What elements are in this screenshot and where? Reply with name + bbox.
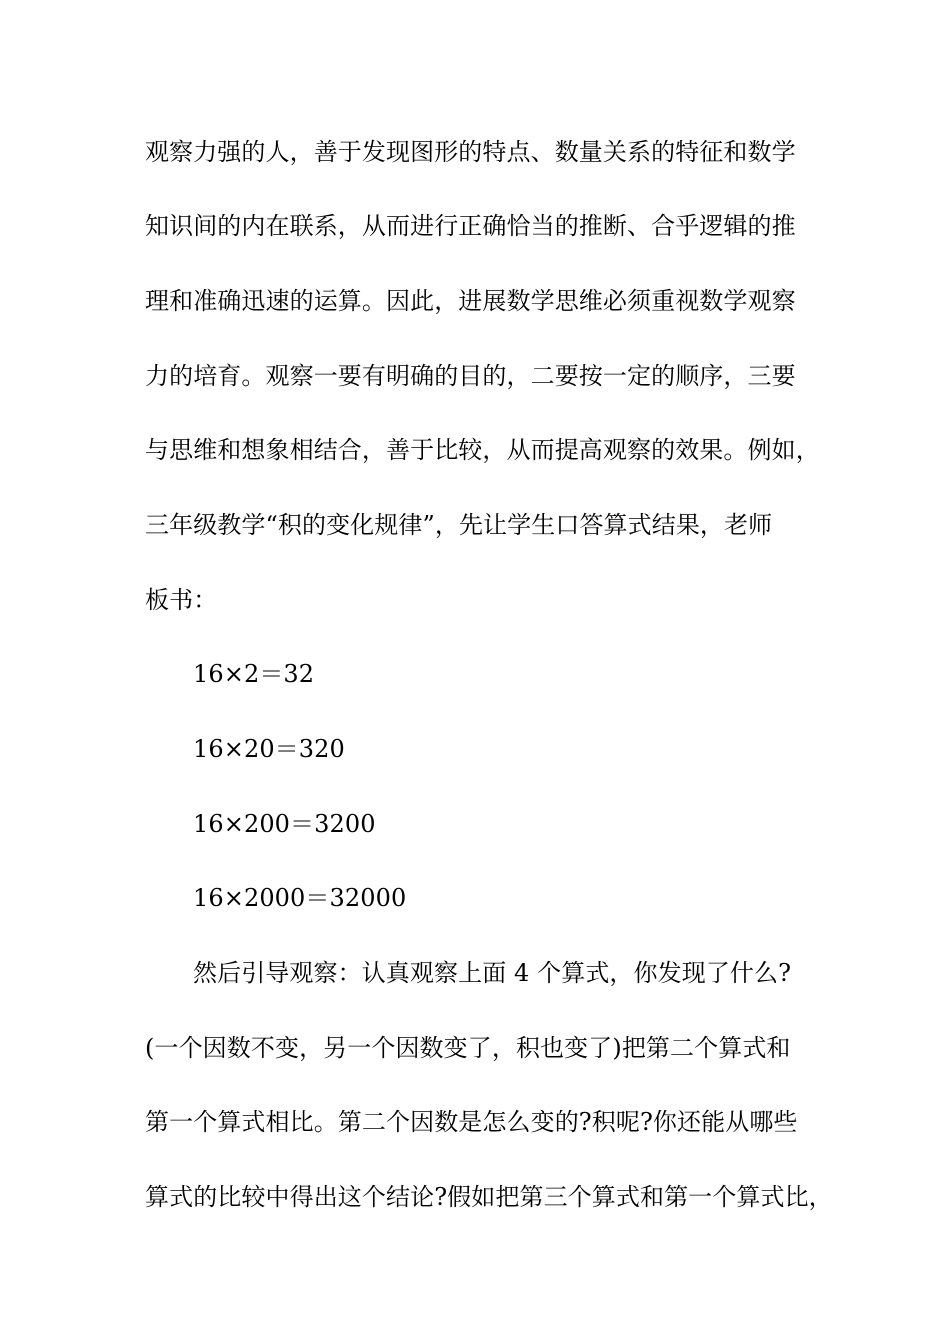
paragraph-line-5: 与思维和想象相结合，善于比较，从而提高观察的效果。例如， — [145, 436, 820, 464]
paragraph-line-9: (一个因数不变，另一个因数变了，积也变了)把第二个算式和 — [145, 1034, 791, 1062]
paragraph-line-8: 然后引导观察：认真观察上面 4 个算式，你发现了什么? — [193, 959, 792, 987]
paragraph-line-7: 板书： — [145, 586, 218, 614]
paragraph-line-4: 力的培育。观察一要有明确的目的，二要按一定的顺序，三要 — [145, 362, 796, 390]
equation-line-3: 16×200＝3200 — [193, 810, 376, 838]
paragraph-line-11: 算式的比较中得出这个结论?假如把第三个算式和第一个算式比， — [145, 1183, 833, 1211]
paragraph-line-1: 观察力强的人，善于发现图形的特点、数量关系的特征和数学 — [145, 138, 796, 166]
equation-line-2: 16×20＝320 — [193, 735, 345, 763]
paragraph-line-2: 知识间的内在联系，从而进行正确恰当的推断、合乎逻辑的推 — [145, 212, 796, 240]
paragraph-line-10: 第一个算式相比。第二个因数是怎么变的?积呢?你还能从哪些 — [145, 1108, 798, 1136]
paragraph-line-3: 理和准确迅速的运算。因此，进展数学思维必须重视数学观察 — [145, 287, 796, 315]
paragraph-line-6: 三年级教学“积的变化规律”，先让学生口答算式结果，老师 — [145, 511, 773, 539]
equation-line-4: 16×2000＝32000 — [193, 884, 407, 912]
equation-line-1: 16×2＝32 — [193, 660, 315, 688]
